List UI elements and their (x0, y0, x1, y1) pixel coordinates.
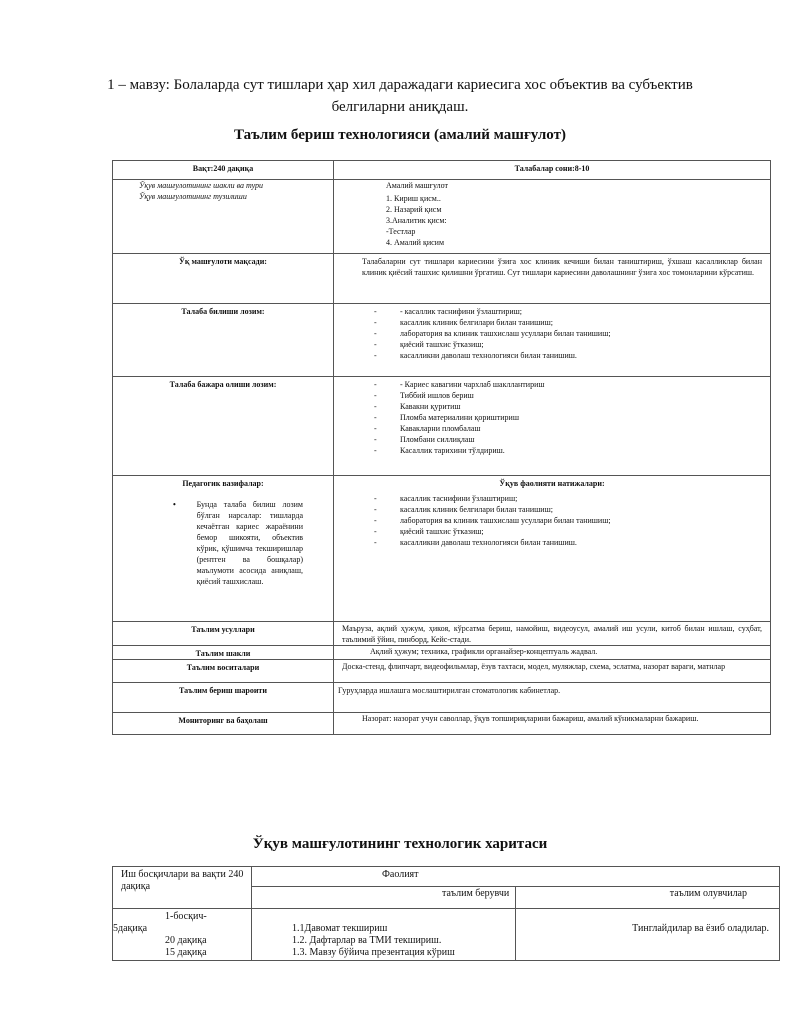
tools-text: Доска-стенд, флипчарт, видеофильмлар, ёзув тахтаси, модел, муляжлар, схема, эслатма, назорат вараги, матнлар (334, 659, 771, 682)
monitoring-label: Мониторинг ва баҳолаш (113, 712, 334, 734)
know-list (334, 304, 770, 361)
structure-cell (334, 191, 771, 253)
list-item: - касаллик таснифини ўзлаштириш; (374, 493, 770, 504)
list-item: - касаллик клиник белгилари билан танишиш; (374, 317, 770, 328)
ped-label: Педагогик вазифалар: (182, 478, 264, 488)
list-item: - қиёсий ташхис ўтказиш; (374, 526, 770, 537)
list-item: - Касаллик тарихини тўлдириш. (374, 445, 770, 456)
stage1-label: 1-босқич- (165, 911, 207, 922)
students-cell: Талабалар сони:8-10 (334, 161, 771, 180)
know-cell (334, 303, 771, 376)
tech-map-table (112, 866, 780, 961)
list-item: - лаборатория ва клиник ташхислаш усуллари билан танишиш; (374, 328, 770, 339)
ped-text: Бунда талаба билиш лозим бўлган нарсалар: тишларда кечаётган кариес жараёнини бемор шикояти, объектив кўрик, қўшимча текширишлар (рентген ва бошқалар) маълумоти асосида аниқлаш, қиёсий ташхислаш. (196, 499, 303, 586)
teacher-cell (252, 909, 516, 961)
list-item: 2. Назарий қисм (386, 205, 442, 214)
section-title: Таълим бериш технологияси (амалий машғулот) (234, 127, 566, 143)
student-cell: Тинглайдилар ва ёзиб оладилар. (516, 909, 780, 961)
student-header: таълим олувчилар (516, 887, 780, 909)
form-value: Амалий машғулот (334, 180, 771, 192)
activity-header: Фаолият (252, 867, 780, 887)
list-item: 1.3. Мавзу бўйича презентация кўриш (292, 947, 455, 958)
stage-time: 15 дақиқа (165, 947, 207, 958)
bullet-icon: • (173, 499, 176, 509)
goal-text: Талабаларни сут тишлари кариесини ўзига хос клиник кечиши билан таништириш, ўхшаш касалликлар билан клиник қиёсий ташхис қилишни ўргатиш. Сут тишлари кариесини даволашнинг ўзига хос томонларини кўрсатиш. (334, 253, 771, 303)
results-label: Ўқув фаолияти натижалари: (499, 478, 605, 488)
list-item: 1. Кириш қисм.. (386, 194, 441, 203)
page-title: 1 – мавзу: Болаларда сут тишлари ҳар хил даражадаги кариесига хос объектив ва субъектив белгиларни аниқдаш. (107, 77, 693, 115)
methods-text: Маъруза, ақлий ҳужум, ҳикоя, кўрсатма бериш, намойиш, видеоусул, амалий иш усули, китоб билан ишлаш, суҳбат, таълимий ўйин, пинборд, Кейс-стади. (334, 621, 771, 645)
list-item: - Пломбани силлиқлаш (374, 434, 770, 445)
list-item: - Пломба материалини қориштириш (374, 412, 770, 423)
list-item: - Кавакларни пломбалаш (374, 423, 770, 434)
structure-list (334, 191, 770, 248)
methods-label: Таълим усуллари (113, 621, 334, 645)
list-item: - Тиббий ишлов бериш (374, 390, 770, 401)
stage-header: Иш босқичлари ва вақти 240 дақиқа (113, 867, 252, 909)
list-item: 4. Амалий қисим (386, 238, 445, 247)
do-cell (334, 376, 771, 475)
forms-text: Ақлий ҳужум; техника, графикли органайзер-концептуаль жадвал. (334, 645, 771, 659)
results-list (334, 489, 770, 548)
list-item: 3.Аналитик қисм: (386, 216, 447, 225)
time-cell: Вақт:240 дақиқа (113, 161, 334, 180)
list-item: - қиёсий ташхис ўтказиш; (374, 339, 770, 350)
list-item: - касалликни даволаш технологияси билан танишиш. (374, 350, 770, 361)
monitoring-text: Назорат: назорат учун саволлар, ўқув топшириқларини бажариш, амалий кўникмаларни бажариш. (334, 712, 771, 734)
form-label: Ўқув машғулотининг шакли ва тури (113, 180, 334, 192)
ped-cell (113, 475, 334, 621)
structure-label: Ўқув машғулотининг тузилиши (113, 191, 334, 253)
teacher-header: таълим берувчи (252, 887, 516, 909)
goal-label: Ўқ машғулоти мақсади: (113, 253, 334, 303)
know-label: Талаба билиши лозим: (113, 303, 334, 376)
do-list (334, 377, 770, 456)
stage1-time: 5дақиқа (113, 923, 148, 934)
do-label: Талаба бажара олиши лозим: (113, 376, 334, 475)
stage1-cell (113, 909, 252, 961)
lesson-technology-table (112, 160, 771, 735)
tools-label: Таълим воситалари (113, 659, 334, 682)
stage-time: 20 дақиқа (165, 935, 207, 946)
list-item: - лаборатория ва клиник ташхислаш усуллари билан танишиш; (374, 515, 770, 526)
list-item: - - Кариес кавагини чархлаб шакллантириш (374, 379, 770, 390)
results-cell (334, 475, 771, 621)
list-item: - касалликни даволаш технологияси билан танишиш. (374, 537, 770, 548)
list-item: - - касаллик таснифини ўзлаштириш; (374, 306, 770, 317)
list-item: -Тестлар (386, 227, 416, 236)
ped-block (113, 489, 333, 587)
conditions-text: Гуруҳларда ишлашга мослаштирилган стоматологик кабинетлар. (334, 682, 771, 712)
forms-label: Таълим шакли (113, 645, 334, 659)
list-item: 1.2. Дафтарлар ва ТМИ текшириш. (292, 935, 442, 946)
list-item: 1.1Давомат текшириш (292, 923, 388, 934)
section-title: Ўқув машғулотининг технологик харитаси (252, 836, 548, 852)
list-item: - касаллик клиник белгилари билан танишиш; (374, 504, 770, 515)
list-item: - Кавакни қуритиш (374, 401, 770, 412)
conditions-label: Таълим бериш шароити (113, 682, 334, 712)
